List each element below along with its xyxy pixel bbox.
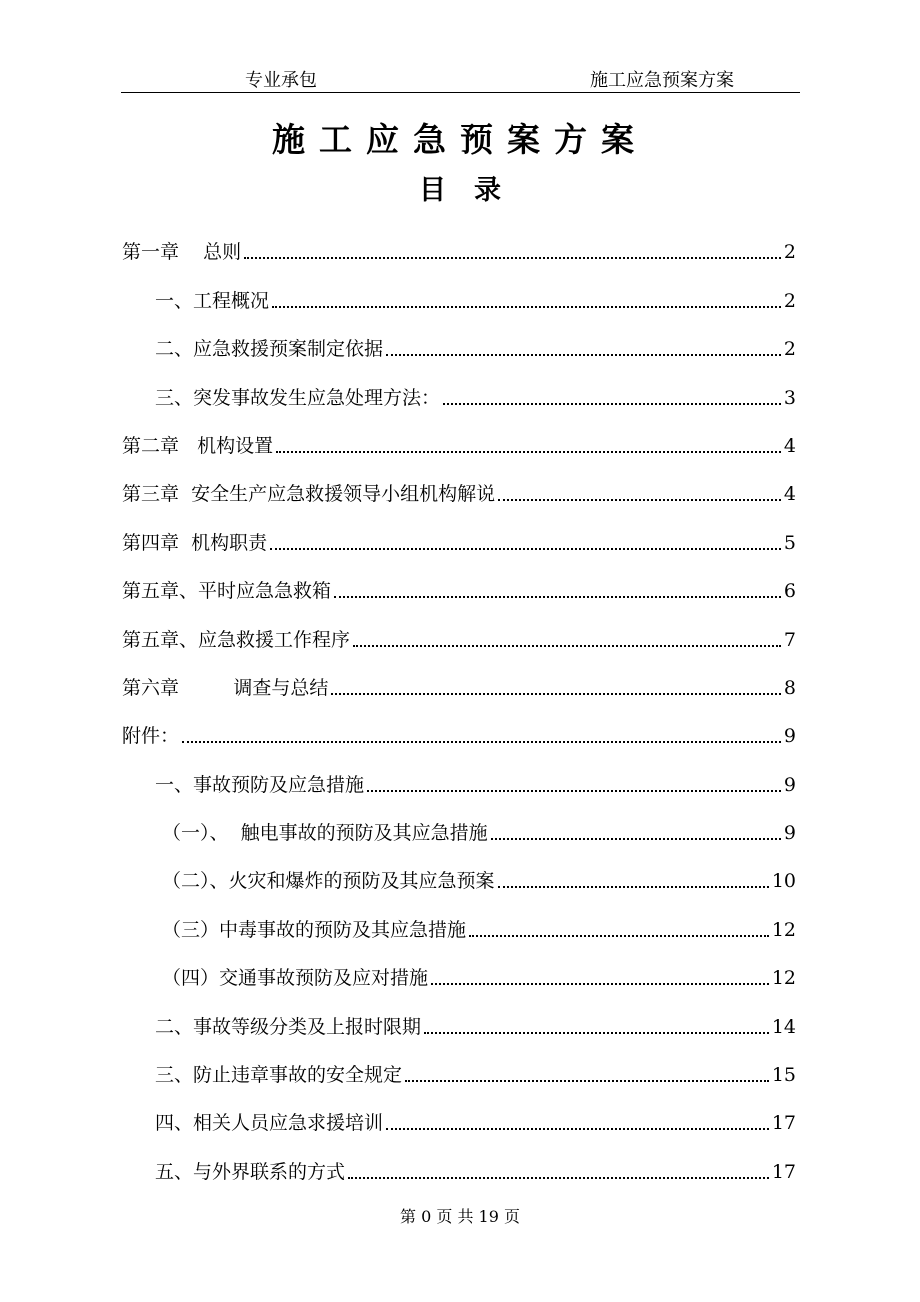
toc-entry-page: 9 xyxy=(783,822,796,845)
toc-leader-dots xyxy=(498,885,769,888)
toc-entry-page: 2 xyxy=(783,338,796,361)
toc-entry[interactable] xyxy=(122,458,796,506)
toc-entry[interactable] xyxy=(122,506,796,554)
toc-entry[interactable] xyxy=(122,700,796,748)
toc-leader-dots xyxy=(498,498,781,501)
toc-entry-label: 附件： xyxy=(122,725,180,748)
toc-leader-dots xyxy=(182,740,781,743)
toc-heading: 目录 xyxy=(419,175,529,206)
toc-leader-dots xyxy=(353,644,781,647)
toc-entry-page: 4 xyxy=(783,483,796,506)
toc-entry-label: 二、事故等级分类及上报时限期 xyxy=(155,1015,422,1038)
toc-entry[interactable] xyxy=(122,555,796,603)
toc-entry-label: 三、防止违章事故的安全规定 xyxy=(155,1064,403,1087)
toc-leader-dots xyxy=(270,547,781,550)
toc-entry-label: 五、与外界联系的方式 xyxy=(155,1160,346,1183)
toc-leader-dots xyxy=(331,692,781,695)
toc-entry-page: 12 xyxy=(771,918,796,941)
toc-entry-label: 第五章、平时应急急救箱 xyxy=(122,580,332,603)
toc-entry-page: 4 xyxy=(783,434,796,457)
toc-entry-page: 5 xyxy=(783,531,796,554)
page-footer: 第 0 页 共 19 页 xyxy=(400,1207,520,1226)
toc-leader-dots xyxy=(367,789,781,792)
toc-entry[interactable] xyxy=(122,264,796,312)
toc-entry[interactable] xyxy=(122,1135,796,1183)
toc-entry[interactable] xyxy=(122,845,796,893)
toc-entry[interactable] xyxy=(122,748,796,796)
header-left-text: 专业承包 xyxy=(245,70,317,91)
toc-entry-page: 8 xyxy=(783,676,796,699)
toc-entry-label: 四、相关人员应急求援培训 xyxy=(155,1112,384,1135)
toc-leader-dots xyxy=(244,256,781,259)
toc-entry-label: （二）、火灾和爆炸的预防及其应急预案 xyxy=(162,870,495,893)
toc-entry-label: 三、突发事故发生应急处理方法： xyxy=(155,386,441,409)
toc-leader-dots xyxy=(334,595,781,598)
toc-entry[interactable] xyxy=(122,1087,796,1135)
document-title: 施工应急预案方案 xyxy=(272,120,648,159)
toc-entry[interactable] xyxy=(122,603,796,651)
toc-entry[interactable] xyxy=(122,361,796,409)
toc-entry-label: 第三章 安全生产应急救援领导小组机构解说 xyxy=(122,483,496,506)
toc-leader-dots xyxy=(276,450,781,453)
toc-entry-label: 二、应急救援预案制定依据 xyxy=(155,338,384,361)
toc-leader-dots xyxy=(386,1127,769,1130)
toc-entry[interactable] xyxy=(122,1039,796,1087)
toc-entry-label: （三）中毒事故的预防及其应急措施 xyxy=(162,918,467,941)
toc-leader-dots xyxy=(405,1079,769,1082)
toc-entry-page: 7 xyxy=(783,628,796,651)
table-of-contents xyxy=(122,216,796,1184)
toc-entry[interactable] xyxy=(122,216,796,264)
toc-entry[interactable] xyxy=(122,652,796,700)
toc-entry[interactable] xyxy=(122,942,796,990)
toc-entry-page: 9 xyxy=(783,773,796,796)
toc-leader-dots xyxy=(272,305,781,308)
toc-entry-label: （四）交通事故预防及应对措施 xyxy=(162,967,429,990)
toc-entry[interactable] xyxy=(122,313,796,361)
toc-entry-page: 15 xyxy=(771,1064,796,1087)
toc-leader-dots xyxy=(424,1031,769,1034)
toc-entry-label: 第五章、应急救援工作程序 xyxy=(122,628,351,651)
toc-entry[interactable] xyxy=(122,797,796,845)
toc-leader-dots xyxy=(431,982,769,985)
toc-entry-page: 6 xyxy=(783,580,796,603)
toc-entry-label: 第二章 机构设置 xyxy=(122,434,274,457)
toc-entry-label: 第六章 调查与总结 xyxy=(122,676,329,699)
toc-entry-page: 3 xyxy=(783,386,796,409)
toc-entry-label: （一）、 触电事故的预防及其应急措施 xyxy=(162,822,488,845)
toc-leader-dots xyxy=(348,1176,769,1179)
toc-leader-dots xyxy=(491,837,781,840)
toc-leader-dots xyxy=(469,934,769,937)
page-header xyxy=(121,62,800,93)
toc-entry-page: 17 xyxy=(771,1160,796,1183)
toc-leader-dots xyxy=(386,353,781,356)
toc-entry-page: 2 xyxy=(783,289,796,312)
toc-entry-label: 第一章 总则 xyxy=(122,241,242,264)
toc-entry-page: 14 xyxy=(771,1015,796,1038)
toc-entry[interactable] xyxy=(122,410,796,458)
toc-entry-label: 第四章 机构职责 xyxy=(122,531,268,554)
toc-entry[interactable] xyxy=(122,893,796,941)
toc-entry-page: 9 xyxy=(783,725,796,748)
header-right-text: 施工应急预案方案 xyxy=(590,70,734,91)
toc-leader-dots xyxy=(443,402,781,405)
toc-entry-page: 12 xyxy=(771,967,796,990)
toc-entry-page: 17 xyxy=(771,1112,796,1135)
toc-entry-label: 一、工程概况 xyxy=(155,289,270,312)
toc-entry-page: 10 xyxy=(771,870,796,893)
toc-entry[interactable] xyxy=(122,990,796,1038)
toc-entry-page: 2 xyxy=(783,241,796,264)
toc-entry-label: 一、事故预防及应急措施 xyxy=(155,773,365,796)
